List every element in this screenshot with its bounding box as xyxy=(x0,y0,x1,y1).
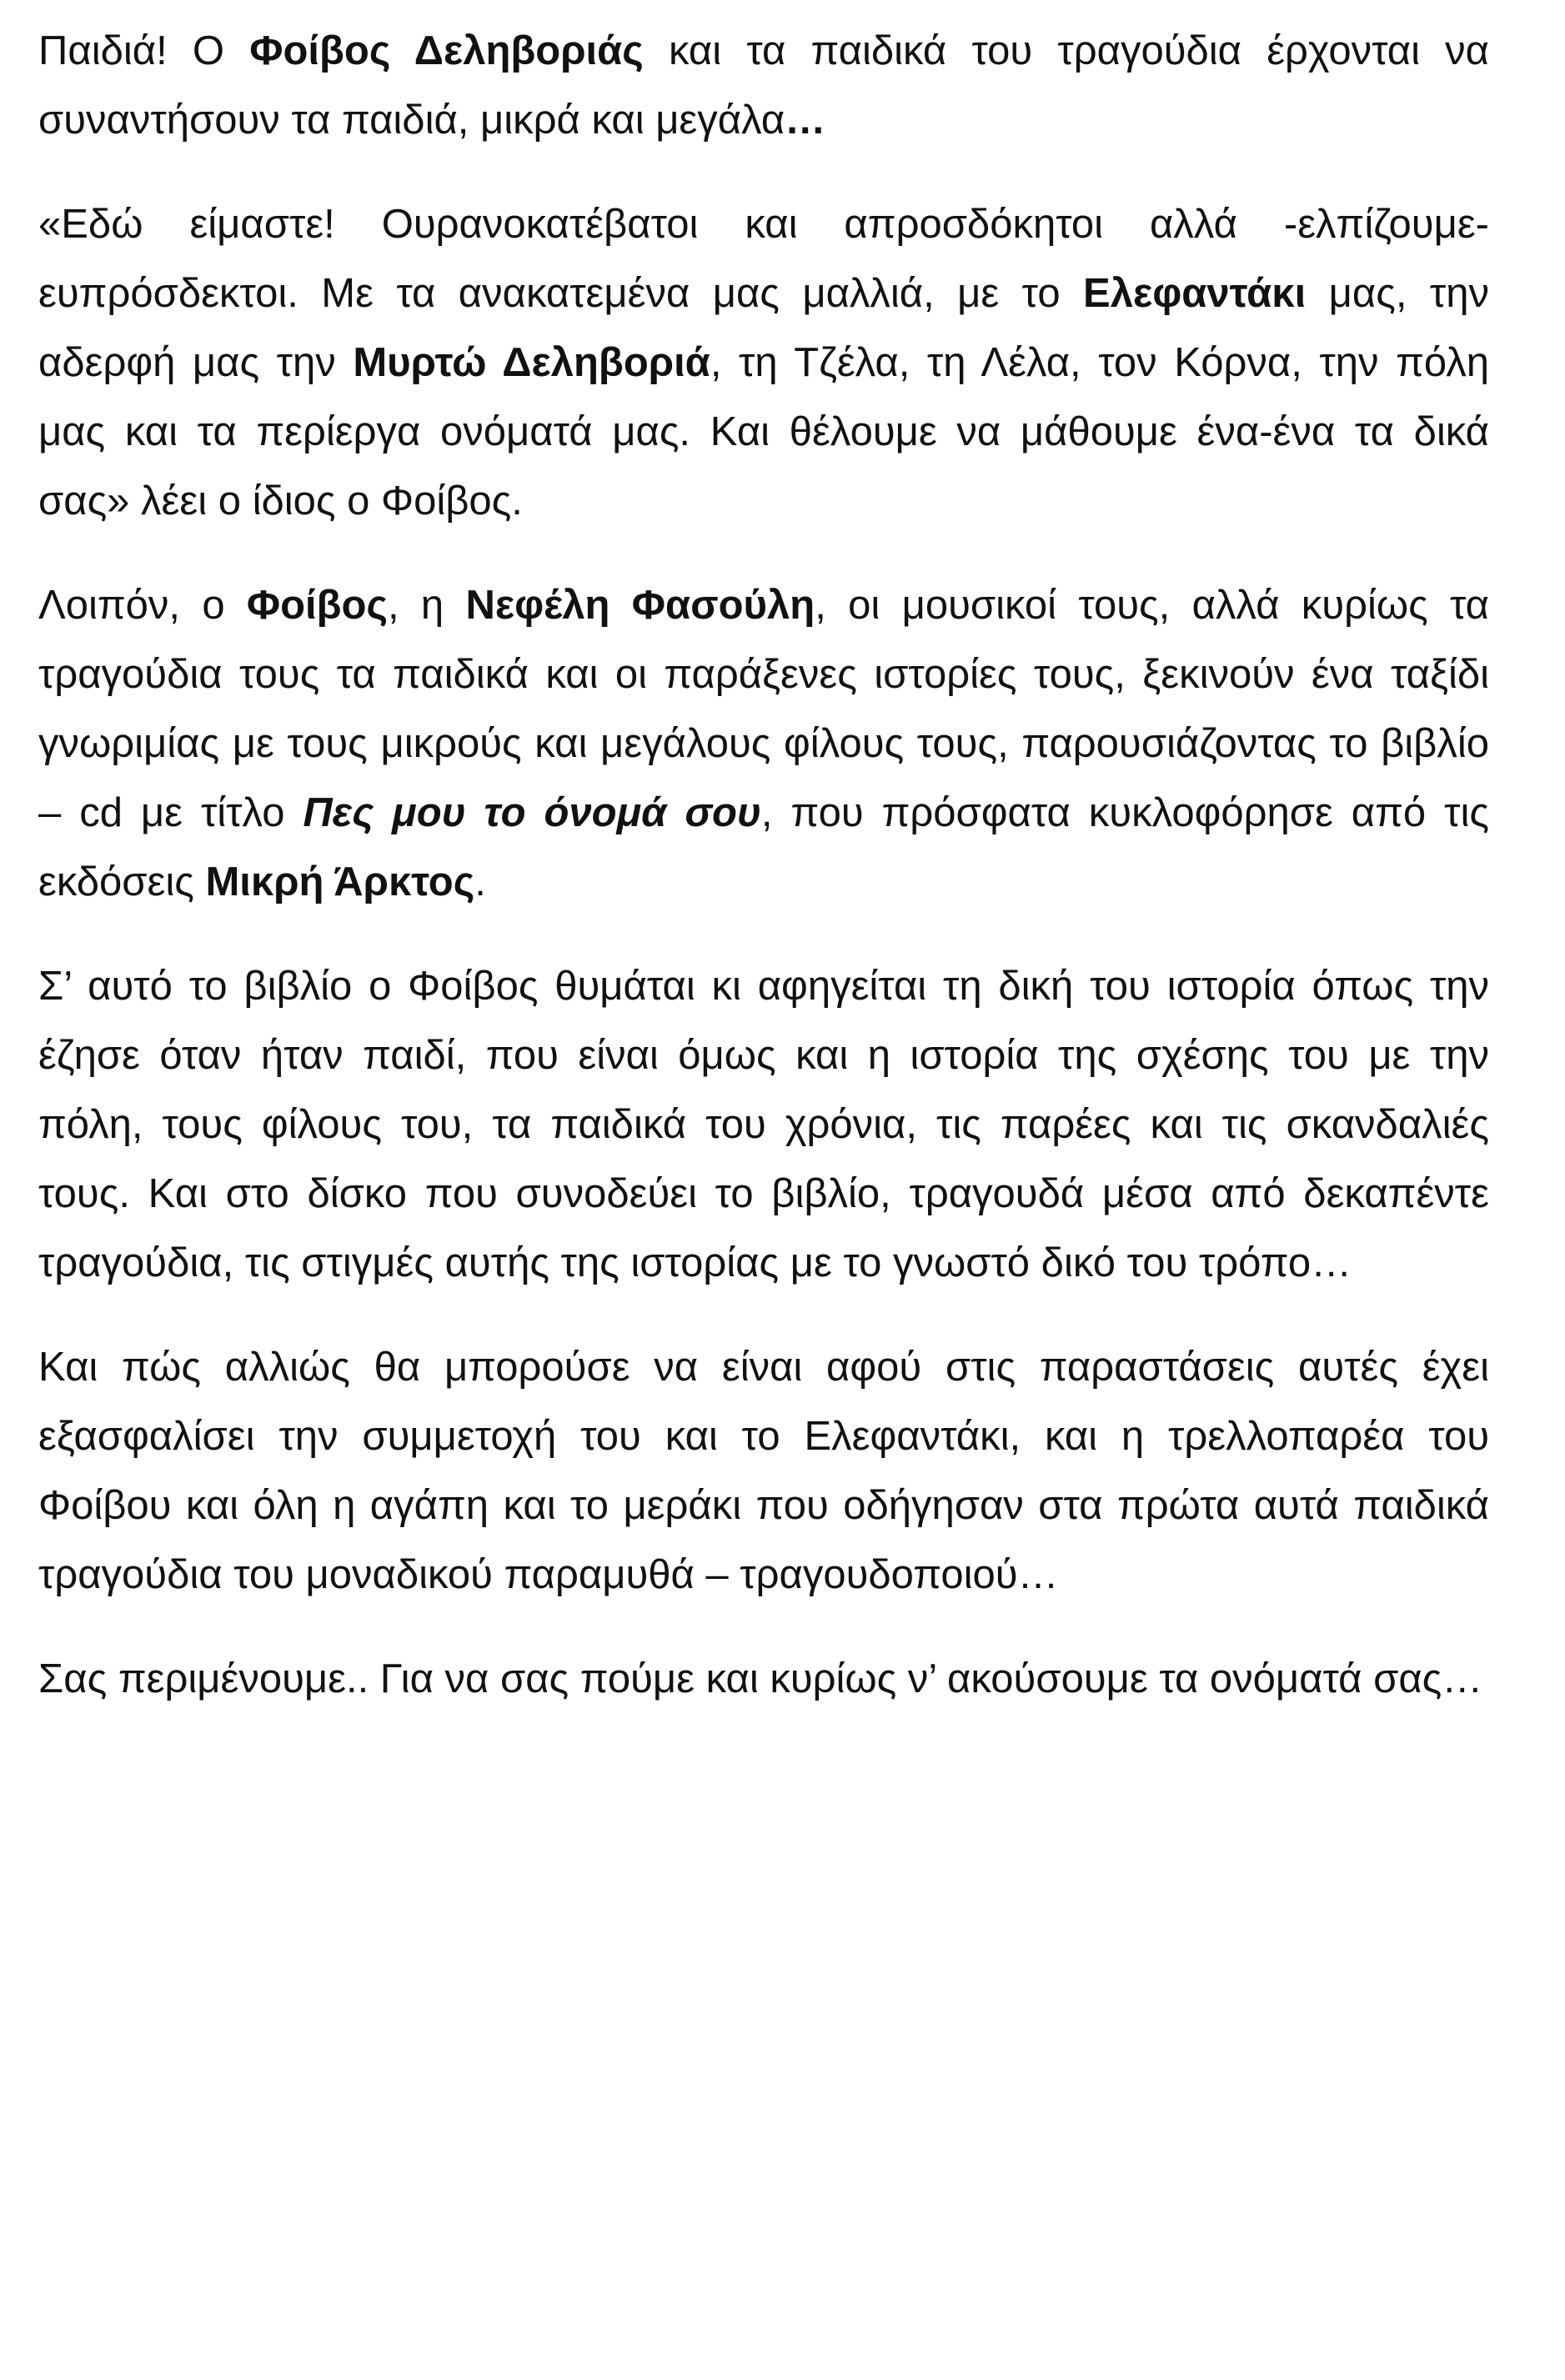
paragraph-2 xyxy=(38,190,1489,536)
text-run: Μυρτώ Δεληβοριά xyxy=(353,340,710,385)
text-run: μας, την αδερφή μας την xyxy=(38,271,1489,385)
text-run: Μικρή Άρκτος xyxy=(205,859,475,904)
text-run: και τα παιδικά του τραγούδια έρχονται να συναντήσουν τα παιδιά, μικρά και μεγάλα xyxy=(38,28,1490,143)
text-run: Σας περιμένουμε.. Για να σας πούμε και κυρίως ν’ ακούσουμε τα ονόματά σας… xyxy=(38,1656,1483,1701)
document-page xyxy=(38,17,1489,1749)
text-run: , η xyxy=(387,583,466,628)
text-run: , που πρόσφατα κυκλοφόρησε από τις εκδόσεις xyxy=(38,790,1489,904)
text-run: Λοιπόν, ο xyxy=(38,583,247,628)
paragraph-3 xyxy=(38,571,1489,917)
text-run: . xyxy=(474,859,486,904)
text-run: Πες μου το όνομά σου xyxy=(303,790,761,835)
paragraph-1 xyxy=(38,17,1489,155)
text-run: Παιδιά! Ο xyxy=(38,28,250,73)
text-run: Νεφέλη Φασούλη xyxy=(465,583,815,628)
text-run: «Εδώ είμαστε! Ουρανοκατέβατοι και απροσδόκητοι αλλά -ελπίζουμε- ευπρόσδεκτοι. Με τα ανακατεμένα μας μαλλιά, με το xyxy=(38,202,1489,316)
text-run: Σ’ αυτό το βιβλίο ο Φοίβος θυμάται κι αφηγείται τη δική του ιστορία όπως την έζησε όταν ήταν παιδί, που είναι όμως και η ιστορία της σχέσης του με την πόλη, τους φίλους του, τα παιδικά του χρόνια, τις παρέες και τις σκανδαλιές τους. Και στο δίσκο που συνοδεύει το βιβλίο, τραγουδά μέσα από δεκαπέντε τραγούδια, τις στιγμές αυτής της ιστορίας με το γνωστό δικό του τρόπο… xyxy=(38,964,1489,1285)
text-run: … xyxy=(785,98,826,143)
paragraph-6 xyxy=(38,1645,1489,1714)
text-run: Και πώς αλλιώς θα μπορούσε να είναι αφού στις παραστάσεις αυτές έχει εξασφαλίσει την συμμετοχή του και το Ελεφαντάκι, και η τρελλοπαρέα του Φοίβου και όλη η αγάπη και το μεράκι που οδήγησαν στα πρώτα αυτά παιδικά τραγούδια του μοναδικού παραμυθά – τραγουδοποιού… xyxy=(38,1345,1489,1597)
text-run: , τη Τζέλα, τη Λέλα, τον Κόρνα, την πόλη μας και τα περίεργα ονόματά μας. Και θέλουμε να μάθουμε ένα-ένα τα δικά σας» λέει ο ίδιος ο Φοίβος. xyxy=(38,340,1489,524)
paragraph-5 xyxy=(38,1333,1489,1610)
text-run: Φοίβος Δεληβοριάς xyxy=(249,28,644,73)
text-run: Ελεφαντάκι xyxy=(1083,271,1307,316)
text-run: Φοίβος xyxy=(246,583,388,628)
paragraph-4 xyxy=(38,952,1489,1298)
text-run: , οι μουσικοί τους, αλλά κυρίως τα τραγούδια τους τα παιδικά και οι παράξενες ιστορίες τους, ξεκινούν ένα ταξίδι γνωριμίας με τους μικρούς και μεγάλους φίλους τους, παρουσιάζοντας το βιβλίο – cd με τίτλο xyxy=(38,583,1489,835)
